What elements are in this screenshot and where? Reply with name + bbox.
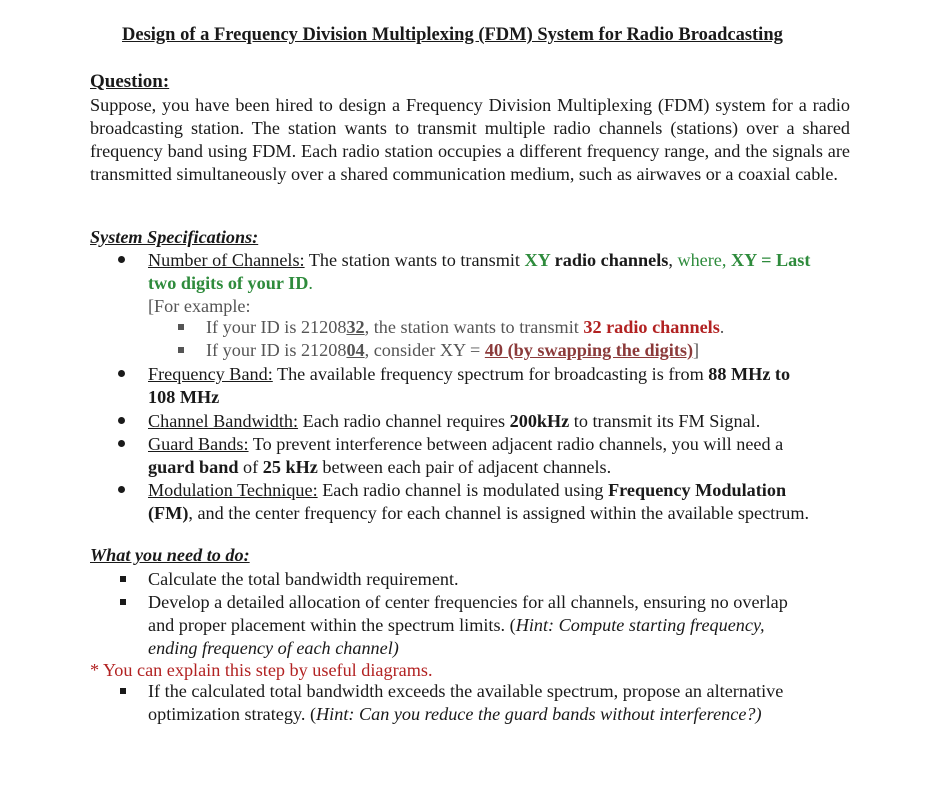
- example-2: If your ID is 2120804, consider XY = 40 (by swapping the digits)]: [206, 340, 700, 360]
- spec-channels-line2: two digits of your ID.: [148, 273, 313, 293]
- square-bullet-icon: [120, 576, 126, 582]
- bullet-icon: [118, 370, 125, 377]
- todo-item-3-line1: If the calculated total bandwidth exceeds the available spectrum, propose an alternative: [148, 681, 784, 701]
- question-heading: Question:: [90, 71, 170, 92]
- bullet-icon: [118, 417, 125, 424]
- square-bullet-icon: [178, 324, 184, 330]
- square-bullet-icon: [120, 599, 126, 605]
- bullet-icon: [118, 440, 125, 447]
- spec-modulation: Modulation Technique: Each radio channel is modulated using Frequency Modulation: [148, 480, 787, 500]
- spec-channels-line1: Number of Channels: The station wants to transmit XY radio channels, where, XY = Last: [148, 250, 811, 270]
- spec-bandwidth: Channel Bandwidth: Each radio channel requires 200kHz to transmit its FM Signal.: [148, 411, 761, 431]
- spec-freq-band-line2: 108 MHz: [148, 387, 220, 407]
- todo-heading: What you need to do:: [90, 545, 250, 565]
- diagram-note: * You can explain this step by useful diagrams.: [90, 660, 433, 680]
- square-bullet-icon: [178, 347, 184, 353]
- todo-item-2-line2: and proper placement within the spectrum limits. (Hint: Compute starting frequency,: [148, 615, 765, 635]
- page-title: Design of a Frequency Division Multiplexing (FDM) System for Radio Broadcasting: [122, 25, 783, 45]
- channels-label: Number of Channels:: [148, 250, 305, 270]
- example-1: If your ID is 2120832, the station wants to transmit 32 radio channels.: [206, 317, 725, 337]
- for-example-label: [For example:: [148, 296, 251, 316]
- guard-label: Guard Bands:: [148, 434, 249, 454]
- todo-item-2-line3: ending frequency of each channel): [148, 638, 399, 658]
- todo-item-2-line1: Develop a detailed allocation of center frequencies for all channels, ensuring no overlap: [148, 592, 788, 612]
- spec-freq-band: Frequency Band: The available frequency spectrum for broadcasting is from 88 MHz to: [148, 364, 791, 384]
- modulation-label: Modulation Technique:: [148, 480, 318, 500]
- bandwidth-label: Channel Bandwidth:: [148, 411, 299, 431]
- bullet-icon: [118, 256, 125, 263]
- question-text: Suppose, you have been hired to design a Frequency Division Multiplexing (FDM) system for a radio broadcasting station. The station wants to transmit multiple radio channels (stations) over a shared frequency band using FDM. Each radio station occupies a different frequency range, and the signals are transmitted simultaneously over a shared communication medium, such as airwaves or a coaxial cable.: [90, 95, 850, 184]
- todo-item-3-line2: optimization strategy. (Hint: Can you reduce the guard bands without interference?): [148, 704, 762, 724]
- todo-item-1: Calculate the total bandwidth requirement.: [148, 569, 459, 589]
- bullet-icon: [118, 486, 125, 493]
- spec-guard: Guard Bands: To prevent interference between adjacent radio channels, you will need a: [148, 434, 784, 454]
- spec-modulation-line2: (FM), and the center frequency for each channel is assigned within the available spectrum.: [148, 503, 810, 523]
- specs-heading: System Specifications:: [90, 227, 259, 247]
- freq-band-label: Frequency Band:: [148, 364, 273, 384]
- spec-guard-line2: guard band of 25 kHz between each pair of adjacent channels.: [148, 457, 612, 477]
- square-bullet-icon: [120, 688, 126, 694]
